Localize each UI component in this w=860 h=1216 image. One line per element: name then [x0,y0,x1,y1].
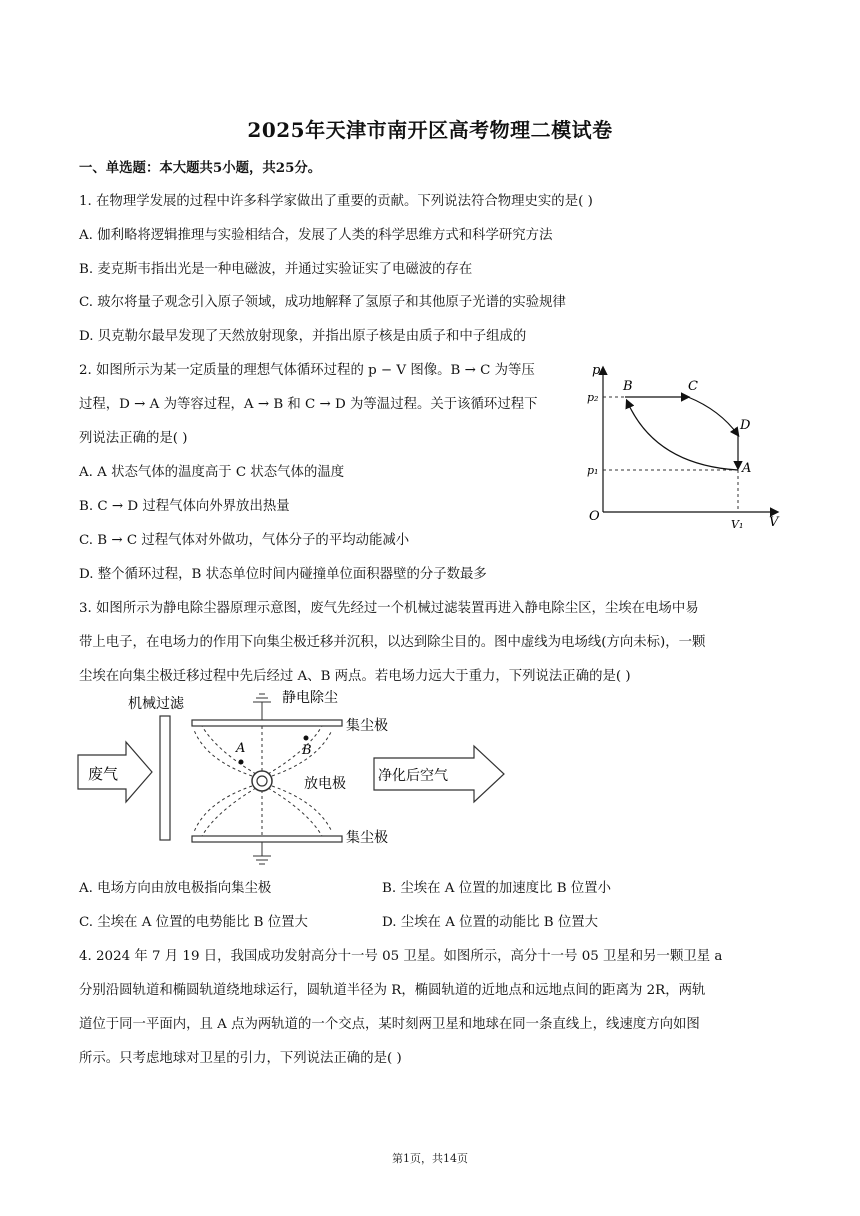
q4-stem-line2: 分别沿圆轨道和椭圆轨道绕地球运行，圆轨道半径为 R，椭圆轨道的近地点和远地点间的距离为 2R，两轨 [79,983,706,998]
q3-option-b: B. 尘埃在 A 位置的加速度比 B 位置小 [382,881,611,896]
collector-plate-top [192,720,342,726]
label-origin: O [589,509,600,524]
q3-option-a: A. 电场方向由放电极指向集尘极 [79,881,272,896]
label-v-axis: V [769,515,779,530]
q2-stem-line3: 列说法正确的是( ) [79,431,188,446]
point-a-dot [239,760,244,765]
label-collector-top: 集尘极 [346,718,388,734]
mechanical-filter [160,716,170,840]
label-clean-air: 净化后空气 [378,768,448,784]
label-point-b: B [302,743,312,758]
process-ab [627,401,738,470]
q1-stem: 1. 在物理学发展的过程中许多科学家做出了重要的贡献。下列说法符合物理史实的是( ) [79,194,593,209]
page-footer: 第1页，共14页 [392,1152,468,1165]
label-mechanical-filter: 机械过滤 [128,696,184,712]
q1-option-b: B. 麦克斯韦指出光是一种电磁波，并通过实验证实了电磁波的存在 [79,262,473,277]
pv-graph [585,360,785,535]
q2-option-b: B. C → D 过程气体向外界放出热量 [79,499,290,514]
label-p-axis: p [592,363,601,378]
point-b-dot [304,736,309,741]
label-electrostatic: 静电除尘 [282,690,338,706]
q4-stem-line3: 道位于同一平面内，且 A 点为两轨道的一个交点，某时刻两卫星和地球在同一条直线上，线速度方向如图 [79,1017,700,1032]
precipitator-figure [76,690,516,870]
q1-option-c: C. 玻尔将量子观念引入原子领域，成功地解释了氢原子和其他原子光谱的实验规律 [79,295,566,310]
label-point-c: C [688,379,698,394]
q3-stem-line1: 3. 如图所示为静电除尘器原理示意图，废气先经过一个机械过滤装置再进入静电除尘区，尘埃在电场中易 [79,601,699,616]
label-collector-bottom: 集尘极 [346,830,388,846]
q3-option-c: C. 尘埃在 A 位置的电势能比 B 位置大 [79,915,308,930]
section-heading: 一、单选题：本大题共5小题，共25分。 [79,160,322,176]
q2-stem-line1: 2. 如图所示为某一定质量的理想气体循环过程的 p − V 图像。B → C 为等压 [79,363,535,378]
q3-stem-line3: 尘埃在向集尘极迁移过程中先后经过 A、B 两点。若电场力远大于重力，下列说法正确的是( ) [79,669,631,684]
label-p2: p₂ [587,391,599,404]
q3-option-d: D. 尘埃在 A 位置的动能比 B 位置大 [382,915,598,930]
q1-option-a: A. 伽利略将逻辑推理与实验相结合，发展了人类的科学思维方式和科学研究方法 [79,228,553,243]
label-waste-gas: 废气 [88,765,119,783]
q2-option-a: A. A 状态气体的温度高于 C 状态气体的温度 [79,465,345,480]
q3-stem-line2: 带上电子，在电场力的作用下向集尘极迁移并沉积，以达到除尘目的。图中虚线为电场线(方向未标)，一颗 [79,635,706,650]
label-point-d: D [740,418,751,433]
label-discharge: 放电极 [304,776,346,792]
label-point-b: B [623,379,633,394]
q2-stem-line2: 过程，D → A 为等容过程，A → B 和 C → D 为等温过程。关于该循环过程下 [79,397,538,412]
label-p1: p₁ [587,464,599,477]
q4-stem-line4: 所示。只考虑地球对卫星的引力，下列说法正确的是( ) [79,1051,402,1066]
label-point-a: A [742,461,752,476]
page-title: 2025年天津市南开区高考物理二模试卷 [247,118,613,142]
collector-plate-bottom [192,836,342,842]
q2-option-d: D. 整个循环过程，B 状态单位时间内碰撞单位面积器壁的分子数最多 [79,567,487,582]
label-point-a: A [236,741,246,756]
q4-stem-line1: 4. 2024 年 7 月 19 日，我国成功发射高分十一号 05 卫星。如图所示，高分十一号 05 卫星和另一颗卫星 a [79,949,723,964]
process-cd [688,397,738,435]
q2-option-c: C. B → C 过程气体对外做功，气体分子的平均动能减小 [79,533,410,548]
label-v1: V₁ [731,518,744,531]
q1-option-d: D. 贝克勒尔最早发现了天然放射现象，并指出原子核是由质子和中子组成的 [79,329,527,344]
